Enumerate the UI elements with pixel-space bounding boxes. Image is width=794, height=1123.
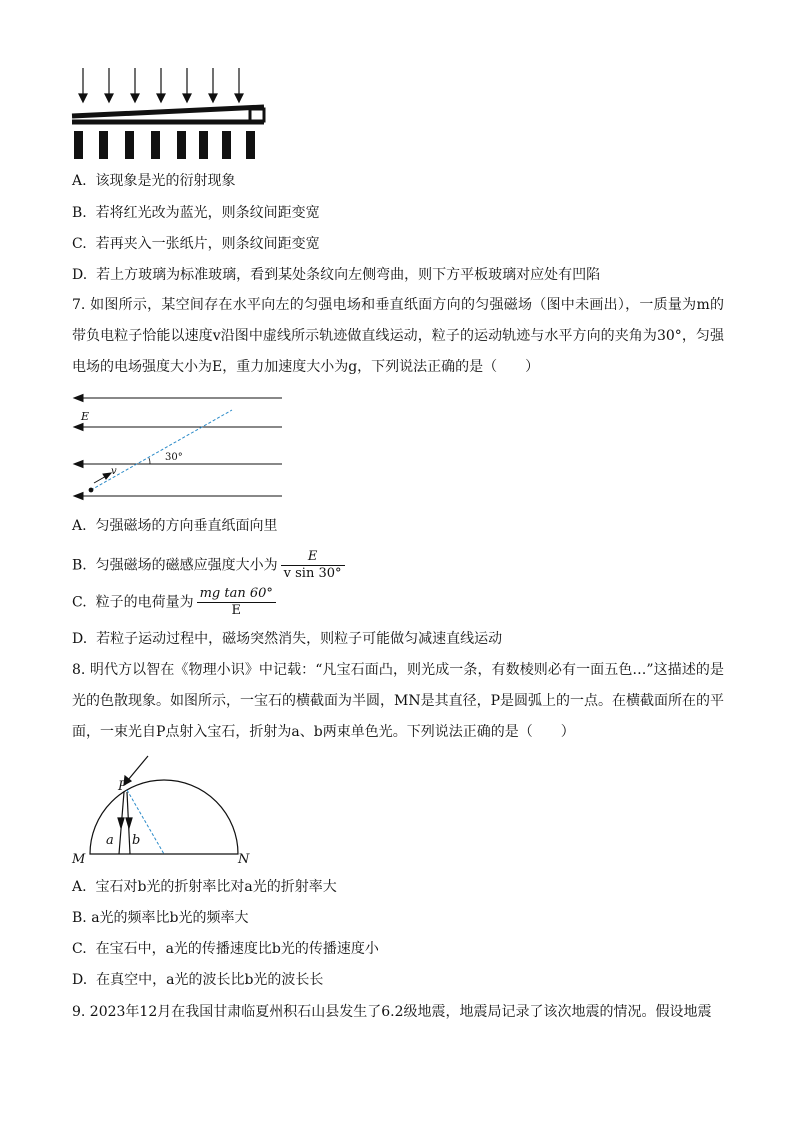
fraction-b: $\frac{E}{\text{v sin 30°}}$ (281, 549, 345, 582)
label-n: N (238, 852, 250, 867)
label-m: M (72, 852, 86, 867)
q8-gem-figure (68, 752, 268, 868)
paper-shim (250, 109, 264, 121)
q8-stem: 8. 明代方以智在《物理小识》中记载：“凡宝石面凸，则光成一条，有数棱则必有一面五色…”这描述的是光的色散现象。如图所示，一宝石的横截面为半圆，MN是其直径，P是圆弧上的一点。在横截面所在的平面，一束光自P点射入宝石，折射为a、b两束单色光。下列说法正确的是（ ） (72, 662, 725, 740)
arrow (79, 68, 87, 102)
label-a: a (106, 833, 114, 848)
glass-plates (72, 107, 264, 122)
arrow (209, 68, 217, 102)
label-b: b (132, 833, 141, 848)
incident-light-arrows (79, 68, 243, 102)
velocity-arrow (94, 473, 111, 483)
velocity-label-v: v (111, 466, 117, 477)
incident-ray (124, 756, 148, 785)
angle-label: 30° (165, 452, 183, 463)
q9-stem: 9. 2023年12月在我国甘肃临夏州积石山县发生了6.2级地震，地震局记录了该次地震的情况。假设地震 (72, 1004, 712, 1020)
q7-stem: 7. 如图所示，某空间存在水平向左的匀强电场和垂直纸面方向的匀强磁场（图中未画出），一质量为m的带负电粒子恰能以速度v沿图中虚线所示轨迹做直线运动，粒子的运动轨迹与水平方向的夹角为30°，匀强电场的电场强度大小为E，重力加速度大小为g，下列说法正确的是（ ） (72, 297, 724, 375)
arrow (157, 68, 165, 102)
label-p: P (118, 779, 127, 794)
arrow (105, 68, 113, 102)
arrow (235, 68, 243, 102)
q6-option-c: C. 若再夹入一张纸片，则条纹间距变宽 (72, 236, 320, 252)
q7-field-figure (70, 386, 286, 506)
refracted-ray-a (118, 792, 124, 854)
electric-field-lines (74, 395, 282, 500)
q6-option-d: D. 若上方玻璃为标准玻璃，看到某处条纹向左侧弯曲，则下方平板玻璃对应处有凹陷 (72, 267, 601, 283)
fraction-c: $\frac{\text{mg tan 60°}}{E}$ (197, 586, 276, 619)
q8-option-a: A. 宝石对b光的折射率比对a光的折射率大 (72, 879, 337, 895)
q7-option-a: A. 匀强磁场的方向垂直纸面向里 (72, 518, 278, 534)
q7-option-c: C. 粒子的电荷量为 $\frac{\text{mg tan 60°}}{E}$ (72, 586, 276, 619)
interference-figure (68, 62, 278, 164)
q6-option-a: A. 该现象是光的衍射现象 (72, 173, 236, 189)
q7-option-d: D. 若粒子运动过程中，磁场突然消失，则粒子可能做匀减速直线运动 (72, 631, 503, 647)
q7-option-b: B. 匀强磁场的磁感应强度大小为 $\frac{E}{\text{v sin 30°}}$ (72, 549, 345, 582)
trajectory-dashed-line (91, 410, 232, 490)
q8-option-c: C. 在宝石中，a光的传播速度比b光的传播速度小 (72, 941, 379, 957)
arrow (183, 68, 191, 102)
field-label-e: E (81, 410, 90, 423)
arrow (131, 68, 139, 102)
particle (89, 488, 94, 493)
angle-arc (149, 458, 150, 464)
fringe-bands (74, 131, 255, 159)
q8-option-d: D. 在真空中，a光的波长比b光的波长长 (72, 972, 324, 988)
q8-option-b: B. a光的频率比b光的频率大 (72, 910, 249, 926)
q6-option-b: B. 若将红光改为蓝光，则条纹间距变宽 (72, 205, 320, 221)
